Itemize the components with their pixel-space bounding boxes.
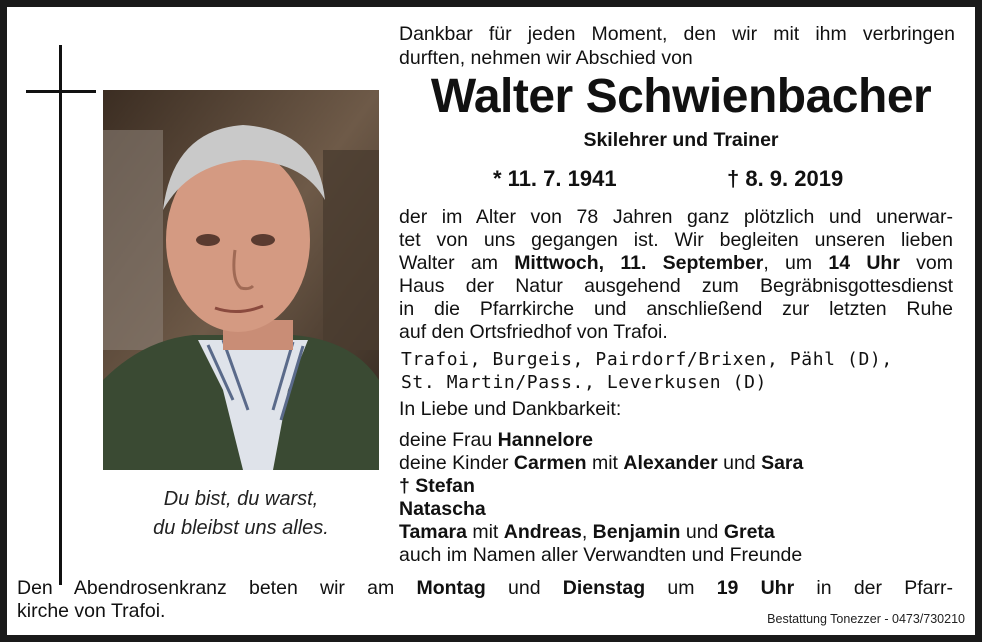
announcement-line-5: in die Pfarrkirche und anschließend zur letzten Ruhe bbox=[399, 298, 953, 320]
rosary-line-2: kirche von Trafoi. bbox=[17, 600, 166, 622]
text: Walter am bbox=[399, 252, 515, 274]
text: deine Frau bbox=[399, 429, 498, 451]
birth-date: * 11. 7. 1941 bbox=[493, 166, 617, 191]
undertaker-credit: Bestattung Tonezzer - 0473/730210 bbox=[767, 612, 965, 626]
text: , bbox=[581, 521, 593, 543]
announcement-line-4: Haus der Natur ausgehend zum Begräbnisgottesdienst bbox=[399, 275, 953, 297]
name: Greta bbox=[723, 521, 775, 543]
portrait-illustration bbox=[103, 90, 379, 470]
name: Carmen bbox=[513, 452, 587, 474]
rosary-day: Dienstag bbox=[562, 577, 646, 599]
rosary-time: 19 Uhr bbox=[716, 577, 795, 599]
intro-line-2: durften, nehmen wir Abschied von bbox=[399, 47, 693, 69]
text: in der Pfarr- bbox=[794, 577, 953, 599]
cross-icon-bar bbox=[26, 90, 96, 93]
death-date: † 8. 9. 2019 bbox=[727, 166, 844, 191]
text: vom bbox=[899, 252, 953, 274]
obituary-card bbox=[7, 7, 975, 635]
portrait-photo bbox=[103, 90, 379, 470]
deceased-name: Walter Schwienbacher bbox=[430, 70, 932, 123]
service-date: Mittwoch, 11. September bbox=[514, 252, 764, 274]
text: mit bbox=[466, 521, 504, 543]
text: und bbox=[717, 452, 762, 474]
name: Tamara bbox=[399, 521, 467, 543]
family-heading: In Liebe und Dankbarkeit: bbox=[399, 398, 622, 420]
family-wife bbox=[399, 429, 593, 452]
service-time: 14 Uhr bbox=[828, 252, 900, 274]
name: † Stefan bbox=[399, 475, 475, 497]
cross-icon bbox=[59, 45, 62, 585]
name: Andreas bbox=[503, 521, 582, 543]
name: Benjamin bbox=[592, 521, 681, 543]
places-line-2: St. Martin/Pass., Leverkusen (D) bbox=[401, 372, 767, 393]
announcement-line-6: auf den Ortsfriedhof von Trafoi. bbox=[399, 321, 668, 343]
text: , um bbox=[763, 252, 829, 274]
text: mit bbox=[586, 452, 624, 474]
name: Hannelore bbox=[497, 429, 594, 451]
deceased-profession: Skilehrer und Trainer bbox=[583, 129, 779, 151]
quote-line-2: du bleibst uns alles. bbox=[153, 517, 329, 539]
name: Natascha bbox=[399, 498, 486, 520]
text: deine Kinder bbox=[399, 452, 514, 474]
quote-line-1: Du bist, du warst, bbox=[163, 488, 319, 510]
text: und bbox=[485, 577, 563, 599]
family-closing: auch im Namen aller Verwandten und Freunde bbox=[399, 544, 803, 566]
intro-line-1: Dankbar für jeden Moment, den wir mit ihm verbringen bbox=[399, 23, 955, 45]
name: Sara bbox=[761, 452, 804, 474]
text: Den Abendrosenkranz beten wir am bbox=[17, 577, 417, 599]
announcement-line-2: tet von uns gegangen ist. Wir begleiten unseren lieben bbox=[399, 229, 953, 251]
rosary-line-1 bbox=[17, 577, 953, 600]
announcement-line-3 bbox=[399, 252, 953, 275]
family-kid-3 bbox=[399, 498, 486, 521]
text: um bbox=[645, 577, 717, 599]
name: Alexander bbox=[623, 452, 718, 474]
rosary-day: Montag bbox=[416, 577, 486, 599]
family-kids bbox=[399, 452, 803, 475]
announcement-line-1: der im Alter von 78 Jahren ganz plötzlich und unerwar- bbox=[399, 206, 953, 228]
family-kid-2 bbox=[399, 475, 475, 498]
family-kid-4 bbox=[399, 521, 775, 544]
places-line-1: Trafoi, Burgeis, Pairdorf/Brixen, Pähl (D), bbox=[401, 349, 893, 370]
text: und bbox=[680, 521, 724, 543]
